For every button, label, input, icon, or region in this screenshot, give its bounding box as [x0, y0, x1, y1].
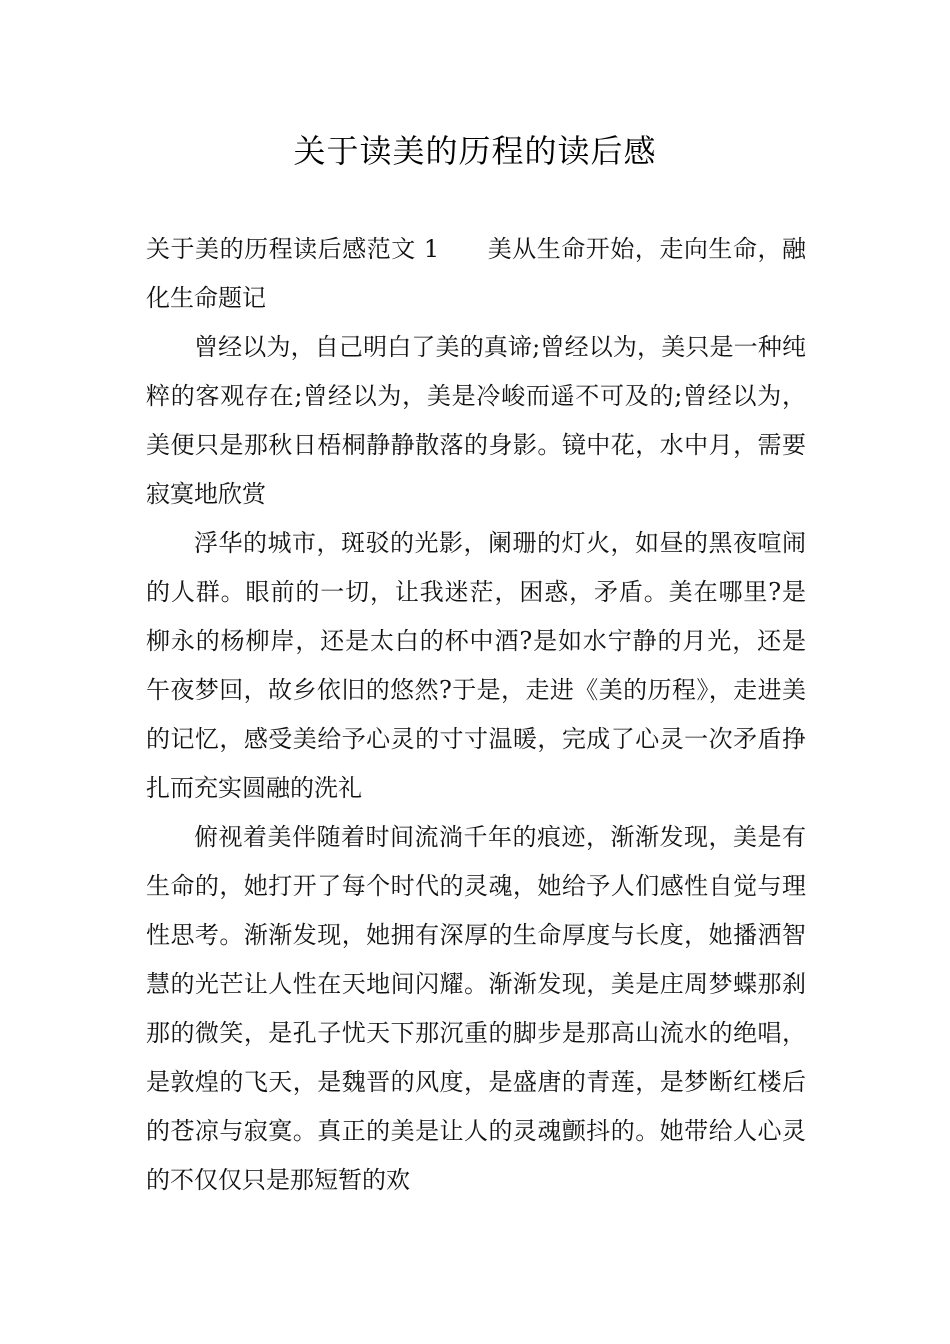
document-body: [146, 225, 806, 1205]
paragraph: 俯视着美伴随着时间流淌千年的痕迹，渐渐发现，美是有生命的，她打开了每个时代的灵魂，她给予人们感性自觉与理性思考。渐渐发现，她拥有深厚的生命厚度与长度，她播洒智慧的光芒让人性在天地间闪耀。渐渐发现，美是庄周梦蝶那刹那的微笑，是孔子忧天下那沉重的脚步是那高山流水的绝唱，是敦煌的飞天，是魏晋的风度，是盛唐的青莲，是梦断红楼后的苍凉与寂寞。真正的美是让人的灵魂颤抖的。她带给人心灵的不仅仅只是那短暂的欢: [146, 823, 806, 1194]
document-title: 关于读美的历程的读后感: [293, 132, 657, 170]
paragraph: 曾经以为，自己明白了美的真谛;曾经以为，美只是一种纯粹的客观存在;曾经以为，美是冷峻而遥不可及的;曾经以为，美便只是那秋日梧桐静静散落的身影。镜中花，水中月，需要寂寞地欣赏: [146, 333, 806, 508]
intro-epigraph: 美从生命开始，走向生命，融化生命题记: [146, 235, 806, 312]
intro-heading: 关于美的历程读后感范文 1: [146, 235, 440, 263]
paragraph: 浮华的城市，斑驳的光影，阑珊的灯火，如昼的黑夜喧闹的人群。眼前的一切，让我迷茫，困惑，矛盾。美在哪里?是柳永的杨柳岸，还是太白的杯中酒?是如水宁静的月光，还是午夜梦回，故乡依旧的悠然?于是，走进《美的历程》，走进美的记忆，感受美给予心灵的寸寸温暖，完成了心灵一次矛盾挣扎而充实圆融的洗礼: [146, 529, 806, 802]
intro-line: [146, 225, 806, 323]
